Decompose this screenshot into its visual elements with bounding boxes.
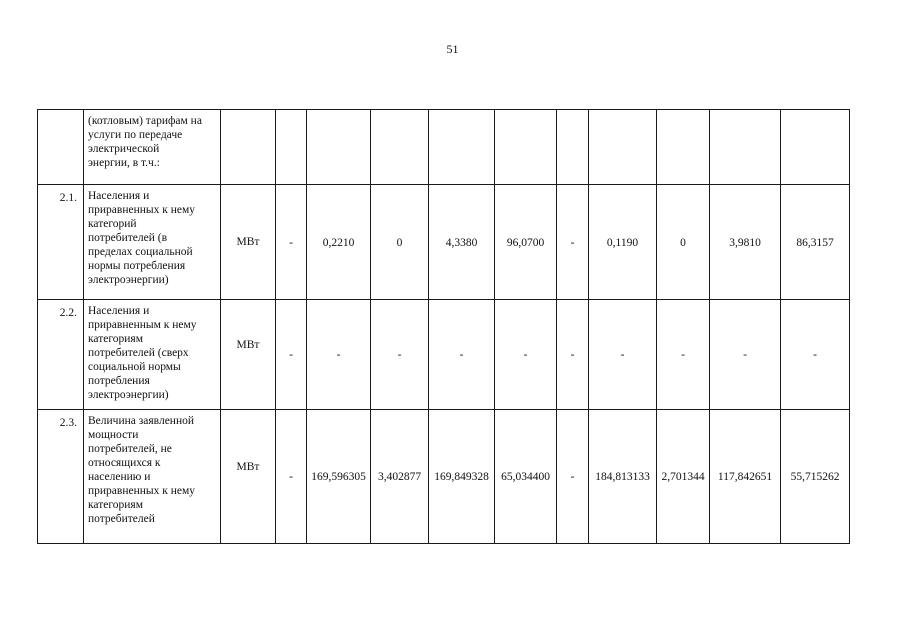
row-name <box>84 410 221 544</box>
table-row <box>38 185 850 300</box>
row-number: 2.2. <box>38 300 84 410</box>
row-name-line: потребителей (в <box>88 232 168 244</box>
unit-cell <box>221 110 276 185</box>
row-name-line: Населения и <box>88 305 150 317</box>
value-cell: - <box>429 300 495 410</box>
value-cell: - <box>710 300 781 410</box>
value-cell <box>307 110 371 185</box>
table-row <box>38 410 850 544</box>
value-cell: - <box>276 185 307 300</box>
row-number: 2.3. <box>38 410 84 544</box>
value-cell: 2,701344 <box>657 410 710 544</box>
value-cell <box>710 110 781 185</box>
value-cell: 3,402877 <box>371 410 429 544</box>
value-cell: 184,813133 <box>589 410 657 544</box>
row-name <box>84 185 221 300</box>
row-name-line: Величина заявленной <box>88 415 195 427</box>
value-cell: 65,034400 <box>495 410 557 544</box>
row-name-line: пределах социальной <box>88 246 193 258</box>
row-name-line: электрической <box>88 143 160 155</box>
value-cell: 169,849328 <box>429 410 495 544</box>
row-number: 2.1. <box>38 185 84 300</box>
value-cell: - <box>589 300 657 410</box>
value-cell <box>781 110 850 185</box>
value-cell: 3,9810 <box>710 185 781 300</box>
value-cell <box>495 110 557 185</box>
row-name-line: потребления <box>88 375 150 387</box>
value-cell <box>657 110 710 185</box>
row-name-line: категорий <box>88 218 137 230</box>
value-cell: 0,1190 <box>589 185 657 300</box>
row-name-line: нормы потребления <box>88 260 186 272</box>
row-name-line: потребителей <box>88 513 155 525</box>
value-cell: 0,2210 <box>307 185 371 300</box>
row-name-line: населению и <box>88 471 151 483</box>
value-cell: - <box>557 410 589 544</box>
row-name-line: категориям <box>88 499 144 511</box>
value-cell: - <box>657 300 710 410</box>
value-cell: - <box>371 300 429 410</box>
value-cell: 96,0700 <box>495 185 557 300</box>
unit-cell: МВт <box>221 300 276 410</box>
row-name-line: категориям <box>88 333 144 345</box>
row-number <box>38 110 84 185</box>
row-name-line: энергии, в т.ч.: <box>88 157 160 169</box>
value-cell: - <box>557 300 589 410</box>
row-name-line: мощности <box>88 429 139 441</box>
value-cell: - <box>307 300 371 410</box>
row-name-line: потребителей (сверх <box>88 347 189 359</box>
value-cell: 169,596305 <box>307 410 371 544</box>
row-name-line: приравненных к нему <box>88 204 196 216</box>
page-number: 51 <box>446 42 459 56</box>
row-name <box>84 300 221 410</box>
table-row <box>38 300 850 410</box>
value-cell: 55,715262 <box>781 410 850 544</box>
table-row <box>38 110 850 185</box>
row-name-line: услуги по передаче <box>88 129 183 141</box>
row-name-line: (котловым) тарифам на <box>88 115 202 127</box>
value-cell: 117,842651 <box>710 410 781 544</box>
value-cell <box>589 110 657 185</box>
row-name-line: потребителей, не <box>88 443 172 455</box>
value-cell <box>371 110 429 185</box>
unit-cell: МВт <box>221 185 276 300</box>
unit-cell: МВт <box>221 410 276 544</box>
value-cell: 4,3380 <box>429 185 495 300</box>
value-cell <box>276 110 307 185</box>
value-cell: - <box>781 300 850 410</box>
row-name-line: Населения и <box>88 190 150 202</box>
row-name-line: электроэнергии) <box>88 274 169 286</box>
row-name-line: социальной нормы <box>88 361 181 373</box>
row-name-line: электроэнергии) <box>88 389 169 401</box>
row-name <box>84 110 221 185</box>
row-name-line: приравненных к нему <box>88 485 196 497</box>
value-cell: - <box>276 410 307 544</box>
value-cell: - <box>495 300 557 410</box>
value-cell: - <box>276 300 307 410</box>
value-cell <box>557 110 589 185</box>
value-cell: 0 <box>657 185 710 300</box>
value-cell <box>429 110 495 185</box>
value-cell: - <box>557 185 589 300</box>
tariff-table <box>37 109 850 544</box>
row-name-line: приравненным к нему <box>88 319 197 331</box>
value-cell: 86,3157 <box>781 185 850 300</box>
row-name-line: относящихся к <box>88 457 161 469</box>
value-cell: 0 <box>371 185 429 300</box>
